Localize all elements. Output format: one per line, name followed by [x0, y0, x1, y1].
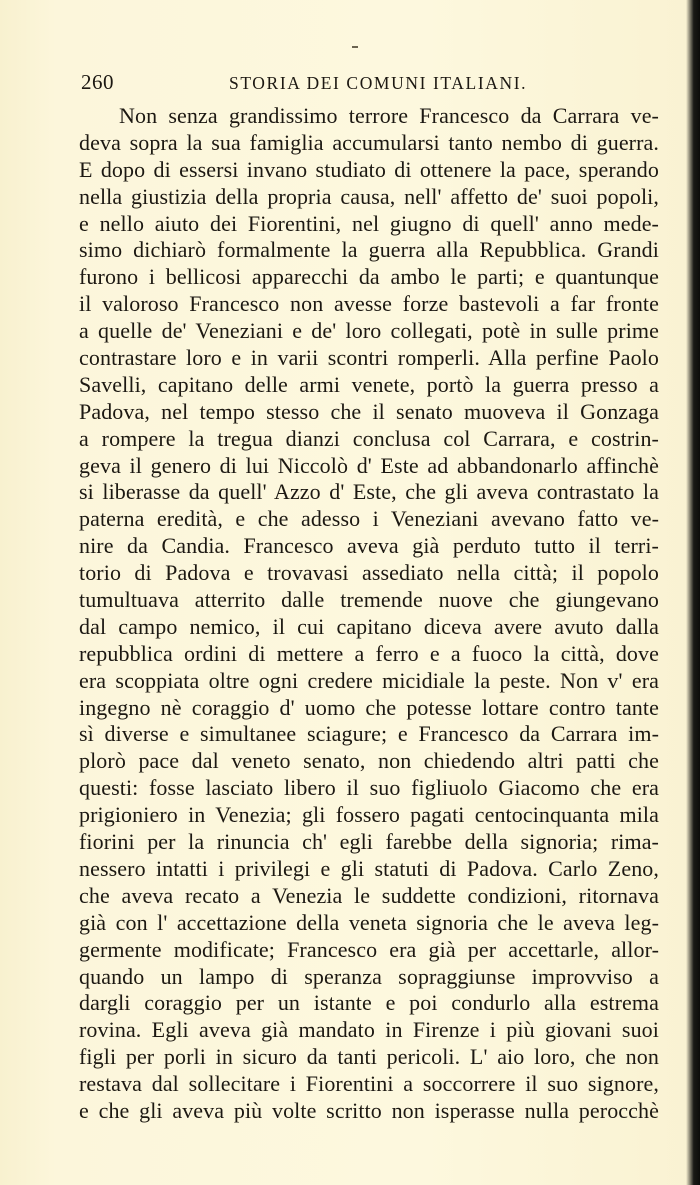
text-line: a rompere la tregua dianzi conclusa col Carrara, e costrin-	[79, 425, 659, 451]
text-line: Savelli, capitano delle armi venete, portò la guerra presso a	[79, 371, 659, 397]
text-line: paterna eredità, e che adesso i Veneziani avevano fatto ve-	[79, 506, 659, 532]
text-line: E dopo di essersi invano studiato di ottenere la pace, sperando	[79, 156, 659, 182]
text-line: dargli coraggio per un istante e poi condurlo alla estrema	[79, 990, 659, 1016]
text-line: simo dichiarò formalmente la guerra alla Repubblica. Grandi	[79, 237, 659, 263]
text-line: questi: fosse lasciato libero il suo figliuolo Giacomo che era	[79, 775, 659, 801]
text-line: germente modificate; Francesco era già per accettarle, allor-	[79, 936, 659, 962]
text-line: nire da Candia. Francesco aveva già perduto tutto il terri-	[79, 533, 659, 559]
text-line: sì diverse e simultanee sciagure; e Francesco da Carrara im-	[79, 721, 659, 747]
text-line: già con l' accettazione della veneta signoria che le aveva leg-	[79, 909, 659, 935]
running-head: STORIA DEI COMUNI ITALIANI.	[229, 73, 528, 93]
text-line: era scoppiata oltre ogni credere micidiale la peste. Non v' era	[79, 667, 659, 693]
body-text	[79, 103, 659, 1125]
text-line: e che gli aveva più volte scritto non isperasse nulla perocchè	[79, 1097, 659, 1123]
text-line: geva il genero di lui Niccolò d' Este ad abbandonarlo affinchè	[79, 452, 659, 478]
text-line: contrastare loro e in varii scontri romperli. Alla perfine Paolo	[79, 345, 659, 371]
text-line: Padova, nel tempo stesso che il senato muoveva il Gonzaga	[79, 398, 659, 424]
text-line: torio di Padova e trovavasi assediato nella città; il popolo	[79, 560, 659, 586]
page-number: 260	[81, 70, 114, 94]
text-line: furono i bellicosi apparecchi da ambo le parti; e quantunque	[79, 264, 659, 290]
text-line: il valoroso Francesco non avesse forze bastevoli a far fronte	[79, 291, 659, 317]
text-line: si liberasse da quell' Azzo d' Este, che gli aveva contrastato la	[79, 479, 659, 505]
text-line: a quelle de' Veneziani e de' loro collegati, potè in sulle prime	[79, 318, 659, 344]
text-line: ingegno nè coraggio d' uomo che potesse lottare contro tante	[79, 694, 659, 720]
top-mark	[352, 46, 358, 48]
text-line: che aveva recato a Venezia le suddette condizioni, ritornava	[79, 882, 659, 908]
text-line: deva sopra la sua famiglia accumularsi tanto nembo di guerra.	[79, 129, 659, 155]
text-line: Non senza grandissimo terrore Francesco da Carrara ve-	[119, 103, 659, 128]
text-line: restava dal sollecitare i Fiorentini a soccorrere il suo signore,	[79, 1071, 659, 1097]
text-line: repubblica ordini di mettere a ferro e a fuoco la città, dove	[79, 640, 659, 666]
text-line: nessero intatti i privilegi e gli statuti di Padova. Carlo Zeno,	[79, 855, 659, 881]
text-line: figli per porli in sicuro da tanti pericoli. L' aio loro, che non	[79, 1044, 659, 1070]
text-line: dal campo nemico, il cui capitano diceva avere avuto dalla	[79, 613, 659, 639]
page-header	[81, 70, 661, 96]
text-line: rovina. Egli aveva già mandato in Firenze i più giovani suoi	[79, 1017, 659, 1043]
text-line: fiorini per la rinuncia ch' egli farebbe della signoria; rima-	[79, 829, 659, 855]
text-line: nella giustizia della propria causa, nell' affetto de' suoi popoli,	[79, 183, 659, 209]
text-line: quando un lampo di speranza sopraggiunse improvviso a	[79, 963, 659, 989]
text-line: prigioniero in Venezia; gli fossero pagati centocinquanta mila	[79, 802, 659, 828]
text-line: tumultuava atterrito dalle tremende nuove che giungevano	[79, 587, 659, 613]
text-line: plorò pace dal veneto senato, non chiedendo altri patti che	[79, 748, 659, 774]
page-edge-shadow	[686, 0, 700, 1185]
text-line: e nello aiuto dei Fiorentini, nel giugno di quell' anno mede-	[79, 210, 659, 236]
